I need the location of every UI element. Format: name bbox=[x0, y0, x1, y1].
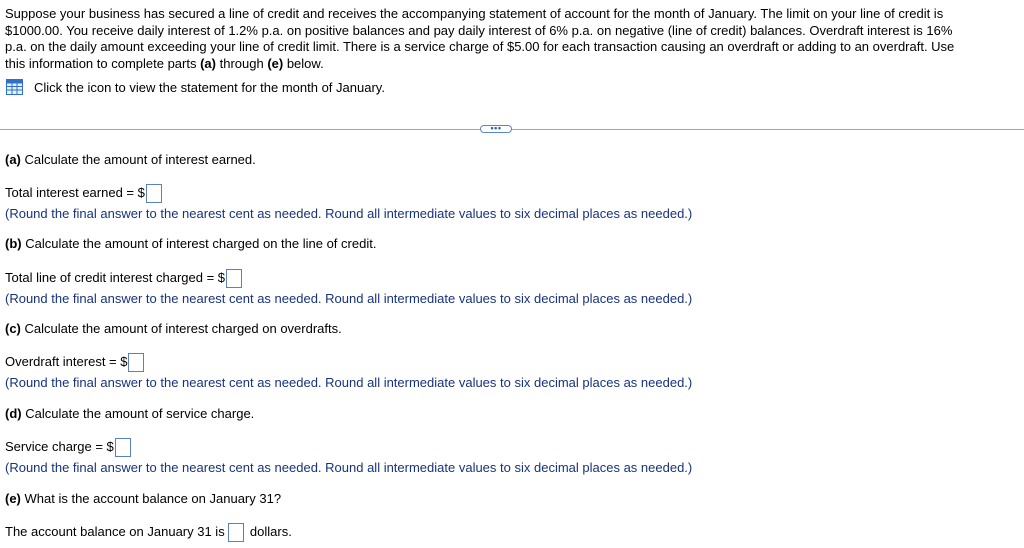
part-a-ref: (a) bbox=[200, 55, 216, 71]
section-divider bbox=[0, 129, 1024, 130]
expand-more-button[interactable]: ••• bbox=[480, 125, 512, 133]
hint-c: (Round the final answer to the nearest cent as needed. Round all intermediate values to six decimal places as needed.) bbox=[5, 375, 693, 390]
service-charge-input[interactable] bbox=[115, 438, 131, 457]
answer-row-e: The account balance on January 31 is dollars. bbox=[5, 523, 292, 542]
statement-link[interactable] bbox=[6, 79, 385, 95]
hint-a: (Round the final answer to the nearest cent as needed. Round all intermediate values to six decimal places as needed.) bbox=[5, 206, 693, 221]
line-of-credit-interest-input[interactable] bbox=[226, 269, 242, 288]
answer-row-b: Total line of credit interest charged = $ bbox=[5, 269, 242, 288]
question-a: (a) Calculate the amount of interest earned. bbox=[5, 152, 256, 167]
overdraft-interest-input[interactable] bbox=[128, 353, 144, 372]
answer-row-c: Overdraft interest = $ bbox=[5, 353, 144, 372]
table-icon[interactable] bbox=[6, 79, 23, 95]
question-c: (c) Calculate the amount of interest charged on overdrafts. bbox=[5, 321, 342, 336]
problem-line-2: $1000.00. You receive daily interest of 1.2% p.a. on positive balances and pay daily interest of 6% p.a. on negative (line of credit) balances. Overdraft interest is 16% bbox=[5, 22, 953, 38]
account-balance-input[interactable] bbox=[228, 523, 244, 542]
problem-line-1: Suppose your business has secured a line of credit and receives the accompanying statement of account for the month of January. The limit on your line of credit is bbox=[5, 6, 944, 21]
hint-b: (Round the final answer to the nearest cent as needed. Round all intermediate values to six decimal places as needed.) bbox=[5, 291, 693, 306]
statement-link-label[interactable]: Click the icon to view the statement for the month of January. bbox=[34, 79, 385, 95]
question-b: (b) Calculate the amount of interest charged on the line of credit. bbox=[5, 236, 377, 251]
problem-statement bbox=[5, 6, 1017, 72]
question-d: (d) Calculate the amount of service charge. bbox=[5, 406, 255, 421]
question-e: (e) What is the account balance on January 31? bbox=[5, 491, 282, 506]
interest-earned-input[interactable] bbox=[146, 184, 162, 203]
part-e-ref: (e) bbox=[267, 55, 284, 71]
problem-line-4: this information to complete parts (a) through (e) below. bbox=[5, 55, 324, 71]
hint-d: (Round the final answer to the nearest cent as needed. Round all intermediate values to six decimal places as needed.) bbox=[5, 460, 693, 475]
answer-row-d: Service charge = $ bbox=[5, 438, 131, 457]
answer-row-a: Total interest earned = $ bbox=[5, 184, 162, 203]
problem-line-3: p.a. on the daily amount exceeding your line of credit limit. There is a service charge of $5.00 for each transaction causing an overdraft or adding to an overdraft. Use bbox=[5, 39, 955, 55]
